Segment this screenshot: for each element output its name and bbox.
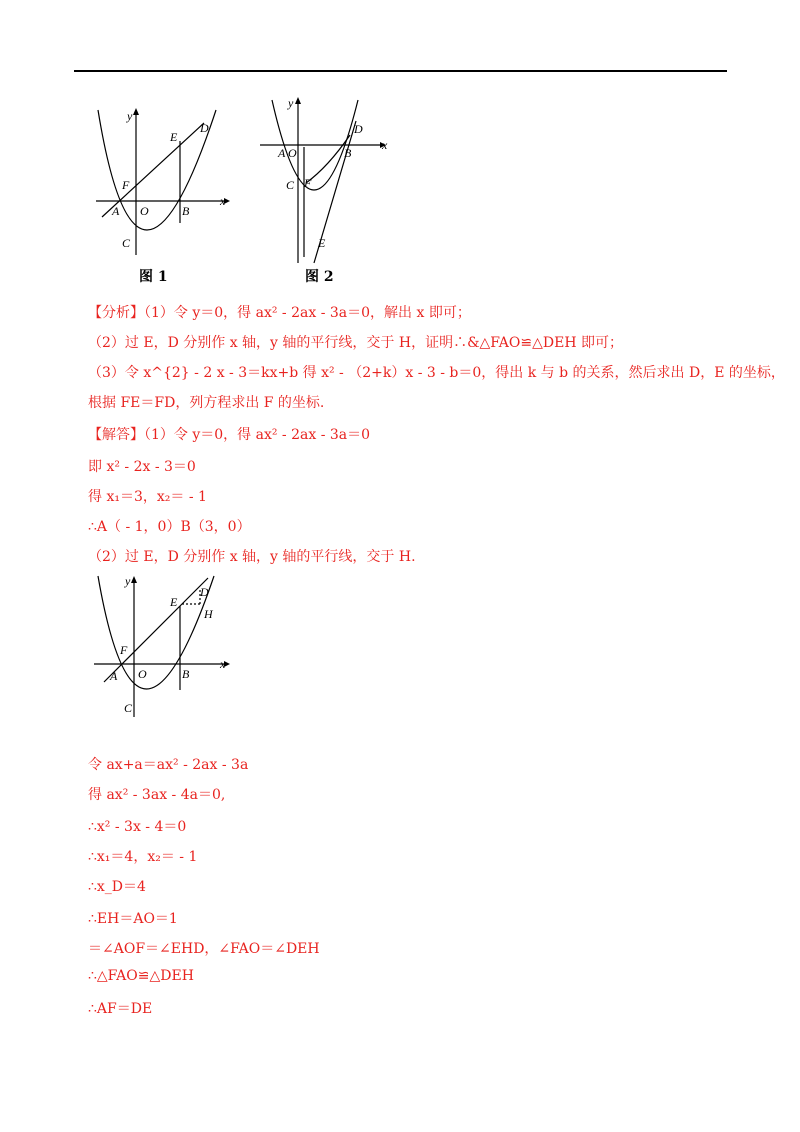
label-b: B bbox=[182, 204, 190, 218]
label-f: F bbox=[120, 643, 128, 657]
label-a: A bbox=[110, 669, 118, 683]
analysis-line-2: （2）过 E，D 分别作 x 轴，y 轴的平行线，交于 H，证明∴&△FAO≌△DEH 即可； bbox=[88, 335, 623, 351]
solution-line-10: ∴x_D＝4 bbox=[88, 879, 146, 895]
label-y: y bbox=[288, 96, 294, 110]
solution-line-13: ∴△FAO≌△DEH bbox=[88, 968, 194, 984]
label-y: y bbox=[127, 109, 133, 123]
header-rule bbox=[74, 70, 727, 72]
solution-line-7: 得 ax² - 3ax - 4a＝0, bbox=[88, 787, 226, 803]
label-e: E bbox=[318, 236, 326, 250]
figure-1-caption: 图 1 bbox=[139, 269, 168, 285]
solution-line-6: 令 ax+a＝ax² - 2ax - 3a bbox=[88, 757, 249, 773]
figure-2-caption: 图 2 bbox=[305, 269, 334, 285]
label-x: x bbox=[220, 657, 226, 671]
solution-line-14: ∴AF＝DE bbox=[88, 1001, 153, 1017]
label-d: D bbox=[354, 122, 363, 136]
label-o: O bbox=[140, 204, 149, 218]
analysis-line-1: 【分析】（1）令 y＝0，得 ax² - 2ax - 3a＝0，解出 x 即可； bbox=[88, 305, 471, 321]
label-o: O bbox=[138, 667, 147, 681]
label-e: E bbox=[170, 130, 178, 144]
label-c: C bbox=[124, 701, 133, 715]
figure-3 bbox=[90, 572, 240, 722]
solution-line-2: 即 x² - 2x - 3＝0 bbox=[88, 459, 196, 475]
label-o: O bbox=[288, 146, 297, 160]
solution-line-5: （2）过 E，D 分别作 x 轴，y 轴的平行线，交于 H. bbox=[88, 549, 416, 565]
solution-line-3: 得 x₁＝3，x₂＝ - 1 bbox=[88, 489, 207, 505]
label-y: y bbox=[125, 574, 131, 588]
label-d: D bbox=[200, 585, 209, 599]
label-f: F bbox=[122, 178, 130, 192]
label-c: C bbox=[286, 178, 295, 192]
solution-line-9: ∴x₁＝4，x₂＝ - 1 bbox=[88, 849, 198, 865]
solution-line-12: ＝∠AOF＝∠EHD，∠FAO＝∠DEH bbox=[88, 941, 320, 957]
figure-2 bbox=[258, 95, 398, 265]
solution-line-4: ∴A（ - 1，0）B（3，0） bbox=[88, 519, 251, 535]
label-x: x bbox=[220, 194, 226, 208]
analysis-line-3: （3）令 x^{2} - 2 x - 3＝kx+b 得 x² - （2+k）x - 3 - b＝0，得出 k 与 b 的关系，然后求出 D，E 的坐标， bbox=[88, 365, 785, 381]
label-e: E bbox=[170, 595, 178, 609]
label-x: x bbox=[382, 138, 388, 152]
label-b: B bbox=[182, 667, 190, 681]
analysis-line-4: 根据 FE＝FD，列方程求出 F 的坐标. bbox=[88, 395, 325, 411]
solution-line-11: ∴EH＝AO＝1 bbox=[88, 911, 178, 927]
label-c: C bbox=[122, 236, 131, 250]
label-a: A bbox=[278, 146, 286, 160]
solution-line-1: 【解答】（1）令 y＝0，得 ax² - 2ax - 3a＝0 bbox=[88, 427, 371, 443]
label-b: B bbox=[344, 146, 352, 160]
solution-line-8: ∴x² - 3x - 4＝0 bbox=[88, 819, 187, 835]
label-a: A bbox=[112, 204, 120, 218]
label-d: D bbox=[200, 121, 209, 135]
figure-1 bbox=[92, 105, 232, 265]
label-f: F bbox=[304, 176, 312, 190]
label-h: H bbox=[204, 607, 213, 621]
